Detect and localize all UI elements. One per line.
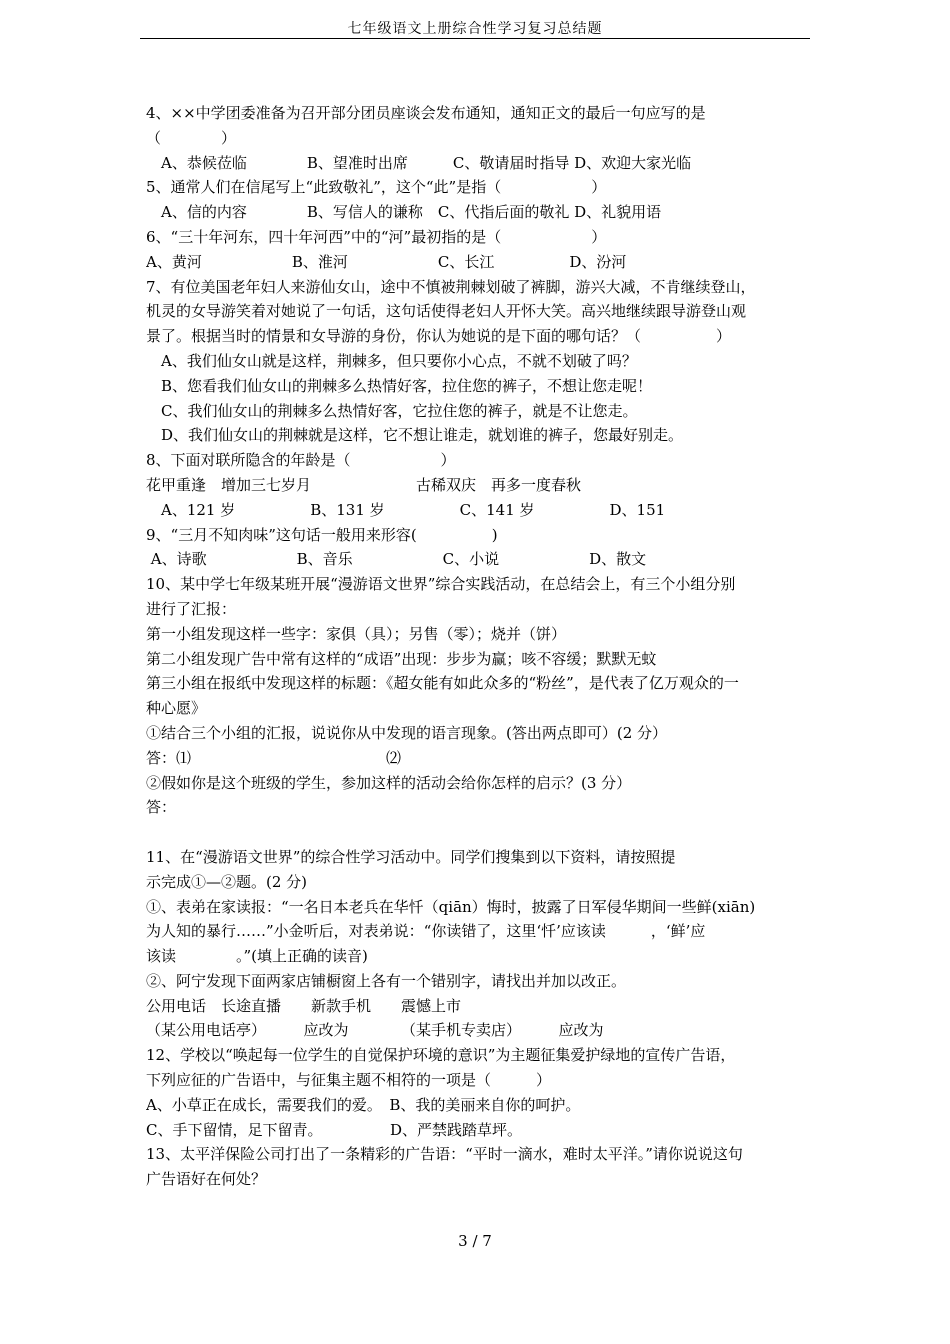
- text-line: A、恭候莅临 B、望准时出席 C、敬请届时指导 D、欢迎大家光临: [146, 153, 692, 172]
- page-number: 3 / 7: [458, 1232, 492, 1250]
- text-line: 11、在“漫游语文世界”的综合性学习活动中。同学们搜集到以下资料，请按照提: [146, 847, 676, 866]
- text-line: ①结合三个小组的汇报，说说你从中发现的语言现象。(答出两点即可）(2 分）: [146, 723, 668, 742]
- text-line: 5、通常人们在信尾写上“此致敬礼”，这个“此”是指（ ）: [146, 178, 607, 197]
- text-line: （某公用电话亭） 应改为 （某手机专卖店） 应改为: [146, 1021, 604, 1040]
- document-body: [146, 101, 821, 1192]
- text-line: 广告语好在何处？: [146, 1170, 267, 1189]
- text-line: 答：: [146, 798, 177, 817]
- text-line: 答：⑴ ⑵: [146, 748, 402, 767]
- text-line: 为人知的暴行……”小金听后，对表弟说：“你读错了，这里‘忏’应该读 ，‘鲜’应: [146, 922, 706, 941]
- text-line: B、您看我们仙女山的荆棘多么热情好客，拉住您的裤子，不想让您走呢！: [146, 376, 653, 395]
- text-line: A、小草正在成长，需要我们的爱。 B、我的美丽来自你的呵护。: [146, 1095, 581, 1114]
- text-line: A、黄河 B、淮河 C、长江 D、汾河: [146, 252, 627, 271]
- text-line: 9、“三月不知肉味”这句话一般用来形容( ): [146, 525, 498, 544]
- text-line: 7、有位美国老年妇人来游仙女山，途中不慎被荆棘划破了裤脚，游兴大减，不肯继续登山，: [146, 277, 756, 296]
- text-line: A、我们仙女山就是这样，荆棘多，但只要你小心点，不就不划破了吗？: [146, 351, 637, 370]
- text-line: 该读 。”(填上正确的读音): [146, 947, 368, 966]
- text-line: A、诗歌 B、音乐 C、小说 D、散文: [146, 550, 647, 569]
- text-line: 6、“三十年河东，四十年河西”中的“河”最初指的是（ ）: [146, 227, 607, 246]
- text-line: C、手下留情，足下留青。 D、严禁践踏草坪。: [146, 1120, 523, 1139]
- text-line: D、我们仙女山的荆棘就是这样，它不想让谁走，就划谁的裤子，您最好别走。: [146, 426, 684, 445]
- text-line: 第三小组在报纸中发现这样的标题：《超女能有如此众多的“粉丝”，是代表了亿万观众的一: [146, 674, 739, 693]
- text-line: ①、表弟在家读报：“一名日本老兵在华忏（qiān）悔时，披露了日军侵华期间一些鲜(xiān): [146, 897, 756, 916]
- text-line: 12、学校以“唤起每一位学生的自觉保护环境的意识”为主题征集爱护绿地的宣传广告语，: [146, 1046, 736, 1065]
- text-line: A、信的内容 B、写信人的谦称 C、代指后面的敬礼 D、礼貌用语: [146, 203, 662, 222]
- blank-line: [146, 820, 821, 845]
- text-line: 种心愿》: [146, 699, 207, 718]
- text-line: 8、下面对联所隐含的年龄是（ ）: [146, 451, 456, 470]
- page-header-title: 七年级语文上册综合性学习复习总结题: [347, 21, 603, 37]
- text-line: 进行了汇报：: [146, 599, 237, 618]
- text-line: 第一小组发现这样一些字：家俱（具）；另售（零）；烧并（饼）: [146, 624, 567, 643]
- text-line: 13、太平洋保险公司打出了一条精彩的广告语：“平时一滴水，难时太平洋。”请你说说这句: [146, 1145, 743, 1164]
- text-line: A、121 岁 B、131 岁 C、141 岁 D、151: [146, 500, 666, 519]
- header-rule: [140, 38, 810, 39]
- text-line: 下列应征的广告语中，与征集主题不相符的一项是（ ）: [146, 1071, 552, 1090]
- text-line: ②、阿宁发现下面两家店铺橱窗上各有一个错别字，请找出并加以改正。: [146, 971, 627, 990]
- text-line: ②假如你是这个班级的学生，参加这样的活动会给你怎样的启示？(3 分）: [146, 773, 632, 792]
- text-line: 公用电话 长途直播 新款手机 震憾上市: [146, 996, 462, 1015]
- text-line: 花甲重逢 增加三七岁月 古稀双庆 再多一度春秋: [146, 475, 582, 494]
- text-line: 景了。根据当时的情景和女导游的身份，你认为她说的是下面的哪句话？（ ）: [146, 327, 732, 346]
- text-line: （ ）: [146, 128, 237, 147]
- text-line: C、我们仙女山的荆棘多么热情好客，它拉住您的裤子，就是不让您走。: [146, 401, 638, 420]
- text-line: 机灵的女导游笑着对她说了一句话，这句话使得老妇人开怀大笑。高兴地继续跟导游登山观: [146, 302, 747, 321]
- text-line: 第二小组发现广告中常有这样的“成语”出现：步步为赢；咳不容缓；默默无蚊: [146, 649, 657, 668]
- text-line: 10、某中学七年级某班开展“漫游语文世界”综合实践活动，在总结会上，有三个小组分别: [146, 575, 736, 594]
- text-line: 4、××中学团委准备为召开部分团员座谈会发布通知，通知正文的最后一句应写的是: [146, 104, 706, 122]
- text-line: 示完成①—②题。(2 分): [146, 872, 308, 891]
